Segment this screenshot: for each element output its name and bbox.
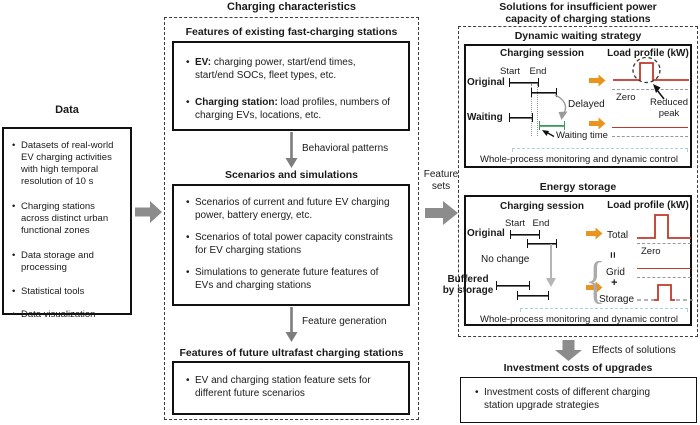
dyn-col-session: Charging session: [500, 48, 584, 59]
investment-item: • Investment costs of different charging station upgrade strategies: [474, 386, 664, 412]
existing-stations-box: [172, 41, 410, 131]
storage-label: Storage: [599, 294, 635, 305]
scenarios-item: • Scenarios of current and future EV charging power, battery energy, etc.: [185, 196, 393, 222]
scenarios-item: • Scenarios of total power capacity constraints for EV charging stations: [185, 231, 393, 257]
total-label: Total: [607, 230, 629, 241]
future-stations-heading: Features of future ultrafast charging stations: [179, 347, 404, 359]
dyn-session-original-interval: [509, 78, 539, 87]
sto-session-original-interval: [510, 230, 540, 239]
existing-stations-heading: Features of existing fast-charging stations: [185, 26, 398, 38]
feature-sets-label: Feature sets: [423, 169, 459, 192]
dyn-zero-line: [612, 89, 688, 90]
scenarios-heading: Scenarios and simulations: [224, 169, 359, 181]
solutions-title-line2: capacity of charging stations: [505, 13, 651, 25]
dyn-original-label: Original: [467, 77, 505, 88]
investment-box: [460, 377, 697, 423]
feature-generation-label: Feature generation: [302, 316, 387, 327]
grid-label: Grid: [606, 267, 625, 278]
effects-of-solutions-arrow-icon: [555, 340, 582, 361]
dyn-zero-label: Zero: [616, 92, 636, 103]
dyn-waiting-label: Waiting: [467, 112, 503, 123]
grid-load-line: [637, 268, 691, 269]
waiting-time-label: Waiting time: [556, 130, 608, 141]
grid-storage-brace: {: [585, 252, 606, 309]
delayed-label: Delayed: [568, 99, 605, 110]
sto-zero-label: Zero: [641, 246, 661, 257]
grid-zero-line: [637, 277, 691, 278]
dyn-row2-arrow-icon: [589, 117, 606, 130]
dyn-start-label: Start: [499, 66, 521, 77]
behavioral-patterns-arrow-icon: [285, 132, 298, 168]
sto-start-label: Start: [504, 218, 526, 229]
no-change-arrow-icon: [545, 244, 557, 288]
data-item: • Charging stations across distinct urban functional zones: [11, 201, 117, 237]
investment-heading: Investment costs of upgrades: [503, 362, 653, 374]
data-box: [2, 127, 132, 320]
waiting-time-pointer-icon: [542, 129, 555, 138]
effects-of-solutions-label: Effects of solutions: [592, 345, 676, 356]
sto-session-buffered-interval2: [517, 291, 549, 300]
dyn-monitoring-bracket: [512, 148, 688, 152]
data-to-characteristics-arrow-icon: [135, 200, 163, 224]
existing-stations-item: • Charging station: load profiles, numbers of charging EVs, locations, etc.: [185, 96, 393, 122]
feature-sets-arrow-icon: [425, 200, 459, 226]
sto-end-label: End: [532, 218, 550, 229]
sto-zero-line: [637, 243, 691, 244]
charging-characteristics-title: Charging characteristics: [227, 1, 356, 13]
dyn-zero-line2: [612, 136, 688, 137]
dyn-footer: Whole-process monitoring and dynamic control: [479, 154, 678, 165]
sto-col-session: Charging session: [500, 201, 584, 212]
sto-original-label: Original: [467, 228, 505, 239]
data-item: • Datasets of real-world EV charging activities with high temporal resolution of 10 s: [11, 140, 117, 188]
sto-col-load: Load profile (kW): [607, 200, 689, 211]
future-stations-box: [172, 361, 410, 415]
sto-footer: Whole-process monitoring and dynamic control: [479, 314, 678, 325]
storage-load-profile: [637, 283, 695, 303]
data-title: Data: [55, 104, 79, 116]
solutions-title-line1: Solutions for insufficient power: [499, 1, 657, 13]
sto-row1-arrow-icon: [586, 227, 603, 240]
dyn-end-label: End: [529, 66, 547, 77]
behavioral-patterns-label: Behavioral patterns: [302, 143, 389, 154]
scenarios-item: • Simulations to generate future features of EVs and charging stations: [185, 266, 393, 292]
data-item: • Data storage and processing: [11, 250, 117, 274]
feature-generation-arrow-icon: [285, 307, 298, 342]
total-load-profile: [637, 212, 693, 240]
dynamic-waiting-heading: Dynamic waiting strategy: [514, 30, 642, 42]
scenarios-box: [172, 184, 410, 306]
dyn-flat-load-line: [612, 127, 688, 128]
buffered-by-storage-label: Buffered by storage: [442, 274, 494, 296]
no-change-label: No change: [481, 254, 530, 265]
dyn-col-load: Load profile (kW): [607, 48, 689, 59]
existing-stations-item: • EV: charging power, start/end times, start/end SOCs, fleet types, etc.: [185, 56, 393, 82]
data-item: • Data visualization: [11, 309, 117, 321]
dyn-session-waiting-interval: [509, 113, 533, 122]
data-item: • Statistical tools: [11, 286, 117, 298]
future-stations-item: • EV and charging station feature sets for different future scenarios: [185, 374, 385, 400]
dyn-row1-arrow-icon: [589, 74, 606, 87]
sto-monitoring-bracket: [520, 308, 688, 312]
plus-symbol: +: [611, 277, 618, 289]
reduced-peak-label: Reduced peak: [649, 97, 689, 119]
energy-storage-heading: Energy storage: [539, 181, 617, 193]
equals-symbol: =: [606, 251, 618, 259]
sto-session-buffered-interval: [496, 281, 530, 290]
